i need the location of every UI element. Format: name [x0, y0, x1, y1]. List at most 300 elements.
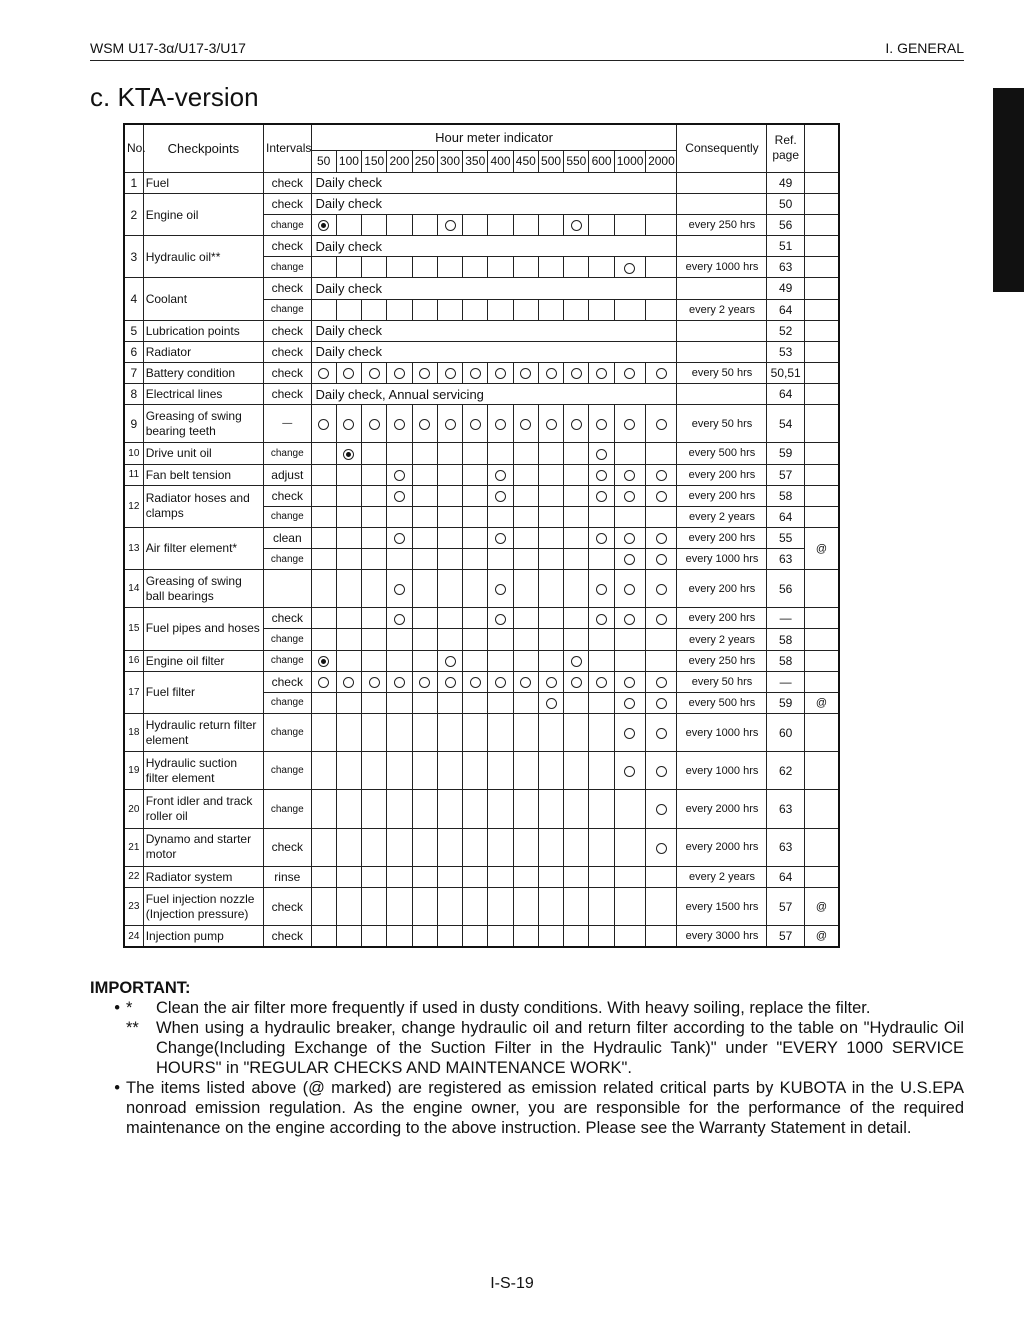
interval-circle-icon: [520, 368, 531, 379]
row-number: 15: [124, 608, 143, 650]
consequently-cell: every 1000 hrs: [677, 549, 767, 570]
checkpoint-name: Injection pump: [143, 926, 263, 947]
consequently-cell: every 250 hrs: [677, 650, 767, 671]
interval-mark-cell: [387, 506, 412, 527]
interval-cell: check: [264, 172, 312, 193]
row-number: 16: [124, 650, 143, 671]
interval-circle-icon: [624, 698, 635, 709]
interval-mark-cell: [589, 608, 614, 629]
interval-mark-cell: [387, 485, 412, 506]
emission-mark: [804, 629, 839, 650]
interval-mark-cell: [412, 671, 437, 692]
emission-mark: [804, 215, 839, 236]
interval-mark-cell: [437, 443, 462, 464]
interval-mark-cell: [311, 692, 336, 713]
checkpoint-name: Lubrication points: [143, 320, 263, 341]
interval-mark-cell: [513, 692, 538, 713]
interval-mark-cell: [412, 887, 437, 925]
interval-mark-cell: [538, 692, 563, 713]
interval-mark-cell: [488, 570, 513, 608]
row-number: 24: [124, 926, 143, 947]
consequently-cell: every 200 hrs: [677, 485, 767, 506]
interval-mark-cell: [437, 866, 462, 887]
interval-mark-cell: [362, 362, 387, 383]
interval-mark-cell: [564, 257, 589, 278]
interval-mark-cell: [538, 828, 563, 866]
interval-circle-icon: [369, 677, 380, 688]
table-row: [124, 671, 839, 692]
interval-mark-cell: [614, 443, 645, 464]
row-number: 10: [124, 443, 143, 464]
ref-page-cell: 63: [767, 828, 804, 866]
interval-mark-cell: [589, 828, 614, 866]
ref-page-cell: 63: [767, 549, 804, 570]
interval-circle-icon: [624, 368, 635, 379]
interval-mark-cell: [437, 570, 462, 608]
interval-circle-icon: [495, 533, 506, 544]
interval-mark-cell: [362, 527, 387, 548]
interval-mark-cell: [412, 506, 437, 527]
row-number: 20: [124, 790, 143, 828]
table-row: [124, 172, 839, 193]
table-row: [124, 278, 839, 299]
interval-mark-cell: [336, 650, 361, 671]
interval-mark-cell: [513, 650, 538, 671]
interval-circle-icon: [656, 419, 667, 430]
interval-circle-icon: [596, 584, 607, 595]
interval-mark-cell: [437, 527, 462, 548]
manual-id: WSM U17-3α/U17-3/U17: [90, 40, 246, 56]
interval-cell: change: [264, 650, 312, 671]
ref-page-cell: 50: [767, 193, 804, 214]
interval-mark-cell: [336, 215, 361, 236]
hour-col-header: 500: [538, 150, 563, 172]
interval-cell: check: [264, 828, 312, 866]
interval-mark-cell: [311, 299, 336, 320]
interval-mark-cell: [412, 790, 437, 828]
table-row: [124, 193, 839, 214]
emission-mark: [804, 671, 839, 692]
interval-cell: check: [264, 485, 312, 506]
daily-check-span: Daily check: [311, 236, 677, 257]
first-time-circle-icon: [318, 220, 329, 231]
interval-mark-cell: [538, 527, 563, 548]
interval-cell: change: [264, 752, 312, 790]
interval-mark-cell: [362, 692, 387, 713]
interval-mark-cell: [412, 464, 437, 485]
interval-cell: change: [264, 443, 312, 464]
checkpoint-name: Front idler and track roller oil: [143, 790, 263, 828]
interval-mark-cell: [387, 866, 412, 887]
interval-mark-cell: [437, 752, 462, 790]
interval-mark-cell: [387, 299, 412, 320]
interval-mark-cell: [488, 215, 513, 236]
emission-mark: @: [804, 692, 839, 713]
interval-mark-cell: [463, 828, 488, 866]
interval-mark-cell: [412, 405, 437, 443]
row-number: 13: [124, 527, 143, 569]
emission-mark: @: [804, 887, 839, 925]
checkpoint-name: Fan belt tension: [143, 464, 263, 485]
checkpoint-name: Greasing of swing bearing teeth: [143, 405, 263, 443]
interval-mark-cell: [646, 405, 677, 443]
interval-mark-cell: [614, 405, 645, 443]
table-row: [124, 236, 839, 257]
interval-mark-cell: [564, 887, 589, 925]
ref-page-cell: 57: [767, 926, 804, 947]
header-ref-page: Ref. page: [767, 124, 804, 172]
interval-circle-icon: [596, 368, 607, 379]
interval-mark-cell: [311, 752, 336, 790]
interval-mark-cell: [387, 887, 412, 925]
interval-mark-cell: [463, 215, 488, 236]
interval-circle-icon: [596, 449, 607, 460]
hour-col-header: 100: [336, 150, 361, 172]
checkpoint-name: Engine oil: [143, 193, 263, 235]
interval-mark-cell: [463, 549, 488, 570]
interval-cell: check: [264, 341, 312, 362]
interval-mark-cell: [437, 215, 462, 236]
emission-mark: [804, 485, 839, 506]
interval-mark-cell: [646, 790, 677, 828]
interval-mark-cell: [614, 887, 645, 925]
table-row: [124, 464, 839, 485]
interval-mark-cell: [336, 608, 361, 629]
interval-circle-icon: [656, 584, 667, 595]
interval-mark-cell: [538, 362, 563, 383]
ref-page-cell: 49: [767, 172, 804, 193]
interval-circle-icon: [445, 368, 456, 379]
interval-cell: check: [264, 362, 312, 383]
interval-circle-icon: [656, 533, 667, 544]
ref-page-cell: —: [767, 671, 804, 692]
interval-mark-cell: [387, 828, 412, 866]
interval-cell: check: [264, 926, 312, 947]
interval-circle-icon: [470, 419, 481, 430]
interval-mark-cell: [488, 629, 513, 650]
hour-col-header: 150: [362, 150, 387, 172]
interval-mark-cell: [488, 828, 513, 866]
consequently-cell: [677, 193, 767, 214]
interval-mark-cell: [463, 443, 488, 464]
interval-mark-cell: [412, 926, 437, 947]
emission-mark: [804, 828, 839, 866]
interval-cell: change: [264, 629, 312, 650]
interval-mark-cell: [589, 527, 614, 548]
checkpoint-name: Dynamo and starter motor: [143, 828, 263, 866]
interval-mark-cell: [646, 608, 677, 629]
ref-page-cell: 63: [767, 790, 804, 828]
interval-mark-cell: [463, 464, 488, 485]
interval-mark-cell: [387, 257, 412, 278]
interval-circle-icon: [394, 614, 405, 625]
bullet-mark: •: [114, 1079, 120, 1097]
interval-mark-cell: [538, 671, 563, 692]
interval-circle-icon: [343, 677, 354, 688]
interval-mark-cell: [463, 887, 488, 925]
interval-circle-icon: [369, 368, 380, 379]
interval-mark-cell: [538, 608, 563, 629]
emission-mark: [804, 464, 839, 485]
interval-mark-cell: [564, 506, 589, 527]
interval-circle-icon: [470, 677, 481, 688]
emission-mark: [804, 278, 839, 299]
interval-circle-icon: [624, 491, 635, 502]
interval-mark-cell: [646, 549, 677, 570]
interval-circle-icon: [656, 614, 667, 625]
interval-mark-cell: [412, 549, 437, 570]
interval-mark-cell: [646, 713, 677, 751]
interval-mark-cell: [387, 527, 412, 548]
checkpoint-name: Radiator: [143, 341, 263, 362]
interval-circle-icon: [394, 533, 405, 544]
interval-mark-cell: [463, 790, 488, 828]
interval-mark-cell: [488, 650, 513, 671]
table-row: [124, 828, 839, 866]
interval-circle-icon: [656, 470, 667, 481]
interval-mark-cell: [336, 570, 361, 608]
interval-circle-icon: [596, 614, 607, 625]
checkpoint-name: Radiator system: [143, 866, 263, 887]
consequently-cell: every 250 hrs: [677, 215, 767, 236]
interval-mark-cell: [513, 549, 538, 570]
interval-cell: adjust: [264, 464, 312, 485]
interval-mark-cell: [564, 570, 589, 608]
ref-page-cell: 58: [767, 485, 804, 506]
checkpoint-name: Fuel filter: [143, 671, 263, 713]
row-number: 12: [124, 485, 143, 527]
interval-mark-cell: [362, 866, 387, 887]
interval-mark-cell: [564, 405, 589, 443]
row-number: 3: [124, 236, 143, 278]
interval-circle-icon: [571, 368, 582, 379]
hour-col-header: 450: [513, 150, 538, 172]
interval-mark-cell: [311, 485, 336, 506]
interval-mark-cell: [614, 650, 645, 671]
interval-mark-cell: [646, 485, 677, 506]
interval-mark-cell: [646, 887, 677, 925]
interval-circle-icon: [495, 419, 506, 430]
emission-mark: [804, 405, 839, 443]
interval-mark-cell: [336, 443, 361, 464]
interval-mark-cell: [463, 650, 488, 671]
interval-mark-cell: [589, 887, 614, 925]
interval-cell: change: [264, 506, 312, 527]
checkpoint-name: Radiator hoses and clamps: [143, 485, 263, 527]
interval-mark-cell: [614, 866, 645, 887]
table-row: [124, 790, 839, 828]
interval-mark-cell: [589, 299, 614, 320]
interval-mark-cell: [362, 887, 387, 925]
interval-mark-cell: [564, 464, 589, 485]
interval-mark-cell: [646, 506, 677, 527]
table-row: [124, 608, 839, 629]
interval-mark-cell: [513, 215, 538, 236]
interval-mark-cell: [311, 549, 336, 570]
interval-mark-cell: [387, 443, 412, 464]
interval-cell: check: [264, 278, 312, 299]
interval-mark-cell: [362, 570, 387, 608]
interval-mark-cell: [564, 443, 589, 464]
interval-mark-cell: [412, 752, 437, 790]
interval-mark-cell: [538, 887, 563, 925]
interval-mark-cell: [463, 257, 488, 278]
interval-mark-cell: [564, 692, 589, 713]
hour-col-header: 550: [564, 150, 589, 172]
interval-mark-cell: [412, 485, 437, 506]
emission-mark: [804, 713, 839, 751]
interval-mark-cell: [589, 443, 614, 464]
interval-mark-cell: [646, 299, 677, 320]
header-divider: [90, 60, 964, 61]
interval-mark-cell: [437, 713, 462, 751]
daily-check-span: Daily check: [311, 193, 677, 214]
interval-mark-cell: [488, 713, 513, 751]
interval-mark-cell: [646, 464, 677, 485]
consequently-cell: every 2000 hrs: [677, 790, 767, 828]
interval-mark-cell: [564, 671, 589, 692]
bullet-mark: •: [114, 999, 120, 1017]
interval-circle-icon: [624, 584, 635, 595]
interval-cell: change: [264, 692, 312, 713]
interval-mark-cell: [437, 464, 462, 485]
interval-mark-cell: [412, 527, 437, 548]
interval-mark-cell: [564, 926, 589, 947]
checkpoint-name: Fuel pipes and hoses: [143, 608, 263, 650]
interval-circle-icon: [624, 677, 635, 688]
interval-mark-cell: [311, 790, 336, 828]
emission-mark: [804, 236, 839, 257]
interval-circle-icon: [656, 698, 667, 709]
interval-mark-cell: [513, 713, 538, 751]
interval-mark-cell: [437, 299, 462, 320]
interval-mark-cell: [614, 549, 645, 570]
ref-page-cell: 56: [767, 570, 804, 608]
interval-mark-cell: [513, 671, 538, 692]
interval-mark-cell: [513, 790, 538, 828]
checkpoint-name: Engine oil filter: [143, 650, 263, 671]
interval-mark-cell: [412, 692, 437, 713]
ref-page-cell: 64: [767, 506, 804, 527]
ref-page-cell: 59: [767, 692, 804, 713]
interval-mark-cell: [513, 629, 538, 650]
interval-circle-icon: [394, 368, 405, 379]
interval-mark-cell: [437, 506, 462, 527]
table-row: [124, 384, 839, 405]
ref-page-cell: 52: [767, 320, 804, 341]
interval-circle-icon: [495, 614, 506, 625]
interval-mark-cell: [614, 299, 645, 320]
interval-mark-cell: [362, 828, 387, 866]
emission-mark: [804, 320, 839, 341]
interval-mark-cell: [614, 215, 645, 236]
interval-mark-cell: [336, 485, 361, 506]
row-number: 14: [124, 570, 143, 608]
interval-mark-cell: [387, 570, 412, 608]
emission-mark: @: [804, 527, 839, 569]
interval-mark-cell: [538, 485, 563, 506]
ref-page-cell: 63: [767, 257, 804, 278]
interval-mark-cell: [614, 485, 645, 506]
interval-mark-cell: [589, 506, 614, 527]
interval-mark-cell: [488, 405, 513, 443]
interval-mark-cell: [387, 629, 412, 650]
checkpoint-name: Fuel: [143, 172, 263, 193]
interval-mark-cell: [513, 570, 538, 608]
interval-circle-icon: [656, 677, 667, 688]
interval-mark-cell: [538, 257, 563, 278]
hour-col-header: 50: [311, 150, 336, 172]
interval-mark-cell: [362, 671, 387, 692]
interval-cell: check: [264, 887, 312, 925]
interval-circle-icon: [596, 677, 607, 688]
interval-mark-cell: [311, 828, 336, 866]
interval-circle-icon: [656, 804, 667, 815]
ref-page-cell: 58: [767, 629, 804, 650]
interval-mark-cell: [538, 506, 563, 527]
interval-circle-icon: [318, 677, 329, 688]
checkpoint-name: Hydraulic oil**: [143, 236, 263, 278]
interval-mark-cell: [589, 866, 614, 887]
interval-mark-cell: [362, 215, 387, 236]
interval-mark-cell: [589, 464, 614, 485]
table-row: [124, 405, 839, 443]
table-row: [124, 926, 839, 947]
interval-mark-cell: [589, 570, 614, 608]
interval-circle-icon: [445, 419, 456, 430]
interval-mark-cell: [614, 464, 645, 485]
interval-circle-icon: [520, 419, 531, 430]
interval-circle-icon: [656, 843, 667, 854]
interval-mark-cell: [564, 608, 589, 629]
interval-mark-cell: [412, 570, 437, 608]
interval-mark-cell: [412, 713, 437, 751]
interval-mark-cell: [336, 257, 361, 278]
consequently-cell: [677, 341, 767, 362]
interval-mark-cell: [362, 257, 387, 278]
row-number: 21: [124, 828, 143, 866]
interval-circle-icon: [394, 419, 405, 430]
interval-mark-cell: [513, 464, 538, 485]
interval-mark-cell: [336, 671, 361, 692]
interval-mark-cell: [646, 866, 677, 887]
ref-page-cell: 50,51: [767, 362, 804, 383]
interval-mark-cell: [362, 650, 387, 671]
interval-mark-cell: [614, 608, 645, 629]
interval-mark-cell: [412, 443, 437, 464]
interval-mark-cell: [437, 926, 462, 947]
consequently-cell: every 200 hrs: [677, 527, 767, 548]
interval-circle-icon: [624, 470, 635, 481]
interval-mark-cell: [463, 671, 488, 692]
interval-cell: —: [264, 405, 312, 443]
interval-mark-cell: [538, 215, 563, 236]
table-row: [124, 527, 839, 548]
interval-circle-icon: [546, 419, 557, 430]
interval-mark-cell: [513, 443, 538, 464]
ref-page-cell: 62: [767, 752, 804, 790]
ref-page-cell: 53: [767, 341, 804, 362]
consequently-cell: every 2 years: [677, 299, 767, 320]
hour-col-header: 300: [437, 150, 462, 172]
interval-mark-cell: [387, 926, 412, 947]
interval-circle-icon: [596, 470, 607, 481]
consequently-cell: every 1000 hrs: [677, 257, 767, 278]
daily-check-span: Daily check: [311, 172, 677, 193]
interval-mark-cell: [311, 257, 336, 278]
interval-mark-cell: [513, 506, 538, 527]
interval-mark-cell: [311, 570, 336, 608]
